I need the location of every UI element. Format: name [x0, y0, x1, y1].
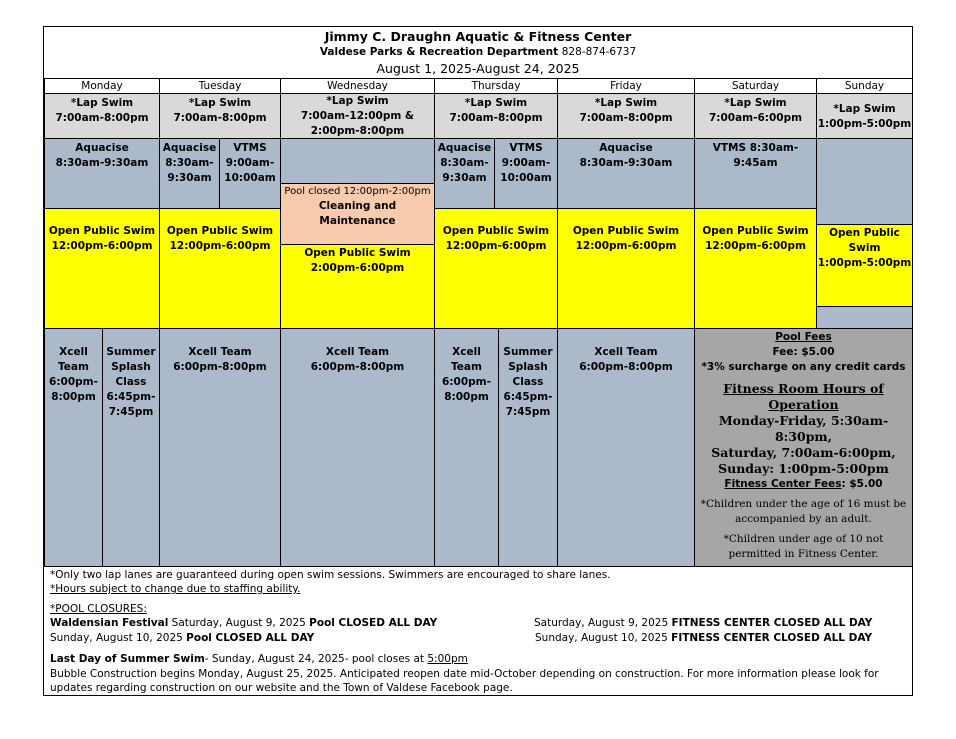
closed-time: Pool closed 12:00pm-2:00pm	[284, 186, 431, 197]
empty-sunday-morning	[816, 138, 913, 225]
swim-label: Open Public Swim	[702, 225, 809, 237]
class-label: Summer	[106, 346, 156, 358]
xcell-team-monday	[44, 328, 103, 567]
class-label: Xcell	[452, 346, 481, 358]
class-time-end: 10:00am	[224, 172, 276, 184]
open-swim-monday	[44, 208, 160, 329]
fitness-hours-sunday: Sunday: 1:00pm-5:00pm	[718, 461, 889, 476]
class-time-end: 9:30am	[167, 172, 212, 184]
swim-label: Open Public Swim	[442, 225, 550, 237]
lap-swim-monday	[44, 93, 160, 139]
lap-swim-tuesday	[159, 93, 281, 139]
open-swim-friday	[557, 208, 695, 329]
class-time-end: 8:00pm	[51, 391, 96, 403]
fitness-closure-line-1	[534, 616, 872, 630]
class-label-2: Splash	[111, 361, 151, 373]
closure-status: FITNESS CENTER CLOSED ALL DAY	[671, 632, 873, 644]
class-time-end: 9:30am	[442, 172, 487, 184]
fitness-fee-line	[698, 477, 909, 492]
closed-reason-2: Maintenance	[319, 215, 396, 227]
class-time: 6:00pm-	[442, 376, 491, 388]
pool-fee: Fee: $5.00	[772, 346, 835, 358]
xcell-team-thursday	[434, 328, 499, 567]
class-label-2: Team	[451, 361, 482, 373]
lap-time: 7:00am-8:00pm	[55, 112, 149, 124]
closure-line-2	[50, 631, 314, 645]
xcell-team-friday	[557, 328, 695, 567]
class-time: 9:00am-	[501, 157, 551, 169]
closure-date: Sunday, August 10, 2025	[50, 632, 187, 644]
department-line	[44, 46, 912, 58]
lap-time: 7:00am-6:00pm	[708, 112, 803, 124]
lap-label: *Lap Swim	[594, 97, 658, 109]
aquacise-tuesday	[159, 138, 220, 209]
class-label: Aquacise	[437, 142, 492, 154]
lap-time: 7:00am-8:00pm	[449, 112, 543, 124]
surcharge-note: *3% surcharge on any credit cards	[701, 361, 906, 373]
open-swim-saturday	[694, 208, 817, 329]
empty-sunday-afternoon	[816, 306, 913, 329]
lap-swim-saturday	[694, 93, 817, 139]
lap-swim-sunday	[816, 93, 913, 139]
class-time: 8:30am-	[440, 157, 489, 169]
class-time-end: 10:00am	[500, 172, 552, 184]
swim-time: 12:00pm-6:00pm	[169, 240, 271, 252]
children-note-16: *Children under the age of 16 must be accompanied by an adult.	[700, 498, 907, 525]
swim-time: 2:00pm-6:00pm	[310, 262, 405, 274]
closure-date: Sunday, August 10, 2025	[535, 632, 672, 644]
closure-status: Pool CLOSED ALL DAY	[186, 632, 315, 644]
class-time: 8:30am-9:30am	[579, 157, 673, 169]
schedule-frame	[43, 26, 913, 696]
class-time: 9:45am	[733, 157, 778, 169]
class-label: Xcell Team	[188, 346, 252, 358]
lap-label: *Lap Swim	[833, 103, 896, 115]
lap-time: 1:00pm-5:00pm	[817, 118, 912, 130]
vtms-thursday	[494, 138, 558, 209]
class-label: Xcell Team	[325, 346, 390, 358]
class-time: 9:00am-	[225, 157, 275, 169]
class-label: Xcell Team	[594, 346, 658, 358]
class-label-2: Team	[58, 361, 89, 373]
last-day-line	[50, 652, 468, 666]
children-note-10: *Children under age of 10 not permitted in Fitness Center.	[723, 533, 884, 560]
class-label-2: Splash	[508, 361, 548, 373]
swim-label: Open Public Swim	[166, 225, 274, 237]
lap-time-2: 2:00pm-8:00pm	[310, 125, 405, 137]
open-swim-wednesday	[280, 244, 435, 329]
closure-date: Saturday, August 9, 2025	[534, 617, 672, 629]
open-swim-sunday	[816, 224, 913, 307]
class-time: 8:30am-9:30am	[55, 157, 149, 169]
lap-label: *Lap Swim	[70, 97, 134, 109]
lap-time: 7:00am-8:00pm	[579, 112, 673, 124]
fitness-hours-weekday: Monday-Friday, 5:30am-8:30pm,	[718, 413, 889, 444]
day-header-saturday: Saturday	[694, 78, 817, 94]
staffing-note: *Hours subject to change due to staffing ability.	[50, 583, 301, 595]
fitness-closure-line-2	[535, 631, 872, 645]
fitness-fee: : $5.00	[841, 478, 883, 490]
swim-label: Open Public Swim	[572, 225, 680, 237]
summer-splash-thursday	[498, 328, 558, 567]
fees-box	[694, 328, 913, 567]
day-header-thursday: Thursday	[434, 78, 558, 94]
pool-closed-wednesday	[280, 183, 435, 245]
day-header-wednesday: Wednesday	[280, 78, 435, 94]
aquacise-friday	[557, 138, 695, 209]
lap-swim-friday	[557, 93, 695, 139]
class-time: 8:30am-	[165, 157, 214, 169]
class-label: VTMS 8:30am-	[712, 142, 799, 154]
lap-swim-thursday	[434, 93, 558, 139]
class-label: Xcell	[59, 346, 88, 358]
pool-fees-title: Pool Fees	[775, 331, 832, 343]
page-title: Jimmy C. Draughn Aquatic & Fitness Center	[324, 29, 632, 44]
class-label: Aquacise	[75, 142, 129, 154]
open-swim-tuesday	[159, 208, 281, 329]
festival-name: Waldensian Festival	[50, 617, 169, 629]
class-label: VTMS	[509, 142, 543, 154]
swim-time: 12:00pm-6:00pm	[705, 240, 806, 252]
bubble-construction-note: Bubble Construction begins Monday, August 25, 2025. Anticipated reopen date mid-October depending on construction. For more information please look for updates regarding construction on our website and the Town of Valdese Facebook page.	[50, 668, 879, 694]
class-label-3: Class	[115, 376, 147, 388]
last-day-label: Last Day of Summer Swim	[50, 653, 205, 665]
vtms-saturday	[694, 138, 817, 209]
xcell-team-tuesday	[159, 328, 281, 567]
summer-splash-monday	[102, 328, 160, 567]
swim-label: Open Public	[829, 227, 900, 239]
lap-label: *Lap Swim	[724, 97, 787, 109]
lap-label: *Lap Swim	[188, 97, 252, 109]
swim-time: 12:00pm-6:00pm	[51, 240, 153, 252]
aquacise-thursday	[434, 138, 495, 209]
class-time-end: 7:45pm	[108, 406, 154, 418]
day-header-friday: Friday	[557, 78, 695, 94]
class-time: 6:00pm-8:00pm	[579, 361, 673, 373]
lap-time: 7:00am-8:00pm	[173, 112, 267, 124]
lap-lane-note: *Only two lap lanes are guaranteed during open swim sessions. Swimmers are encouraged to share lanes.	[50, 569, 611, 581]
day-header-sunday: Sunday	[816, 78, 913, 94]
day-header-monday: Monday	[44, 78, 160, 94]
lap-time: 7:00am-12:00pm &	[300, 110, 415, 122]
fitness-fee-label: Fitness Center Fees	[724, 478, 842, 490]
closure-line-1	[50, 616, 437, 630]
swim-label-2: Swim	[848, 242, 881, 254]
open-swim-thursday	[434, 208, 558, 329]
closure-status: Pool CLOSED ALL DAY	[309, 617, 438, 629]
class-time: 6:00pm-8:00pm	[173, 361, 267, 373]
class-time: 6:00pm-8:00pm	[310, 361, 405, 373]
swim-time: 12:00pm-6:00pm	[575, 240, 677, 252]
class-time-end: 7:45pm	[505, 406, 551, 418]
swim-time: 1:00pm-5:00pm	[817, 257, 912, 269]
class-label: Summer	[503, 346, 553, 358]
class-label: Aquacise	[599, 142, 653, 154]
class-label: Aquacise	[162, 142, 217, 154]
xcell-team-wednesday	[280, 328, 435, 567]
lap-label: *Lap Swim	[326, 95, 389, 107]
closures-title: *POOL CLOSURES:	[50, 603, 147, 615]
empty-wednesday-morning	[280, 138, 435, 184]
last-day-time: 5:00pm	[427, 653, 468, 665]
date-range: August 1, 2025-August 24, 2025	[376, 61, 580, 76]
class-time: 6:45pm-	[106, 391, 156, 403]
swim-label: Open Public Swim	[48, 225, 156, 237]
fitness-hours-title: Fitness Room Hours of Operation	[723, 381, 884, 412]
aquacise-monday	[44, 138, 160, 209]
class-label-3: Class	[512, 376, 544, 388]
phone-number: 828-874-6737	[561, 46, 637, 58]
day-header-tuesday: Tuesday	[159, 78, 281, 94]
closed-reason: Cleaning and	[318, 200, 397, 212]
fitness-hours-saturday: Saturday, 7:00am-6:00pm,	[711, 445, 896, 460]
last-day-text: - Sunday, August 24, 2025- pool closes at	[204, 653, 428, 665]
class-label: VTMS	[233, 142, 267, 154]
swim-label: Open Public Swim	[304, 247, 411, 259]
swim-time: 12:00pm-6:00pm	[445, 240, 547, 252]
class-time: 6:00pm-	[49, 376, 98, 388]
department-name: Valdese Parks & Recreation Department	[319, 46, 559, 58]
closure-status: FITNESS CENTER CLOSED ALL DAY	[671, 617, 873, 629]
lap-label: *Lap Swim	[464, 97, 528, 109]
class-time: 6:45pm-	[503, 391, 553, 403]
vtms-tuesday	[219, 138, 281, 209]
lap-swim-wednesday	[280, 93, 435, 139]
closure-date: Saturday, August 9, 2025	[168, 617, 310, 629]
class-time-end: 8:00pm	[444, 391, 489, 403]
